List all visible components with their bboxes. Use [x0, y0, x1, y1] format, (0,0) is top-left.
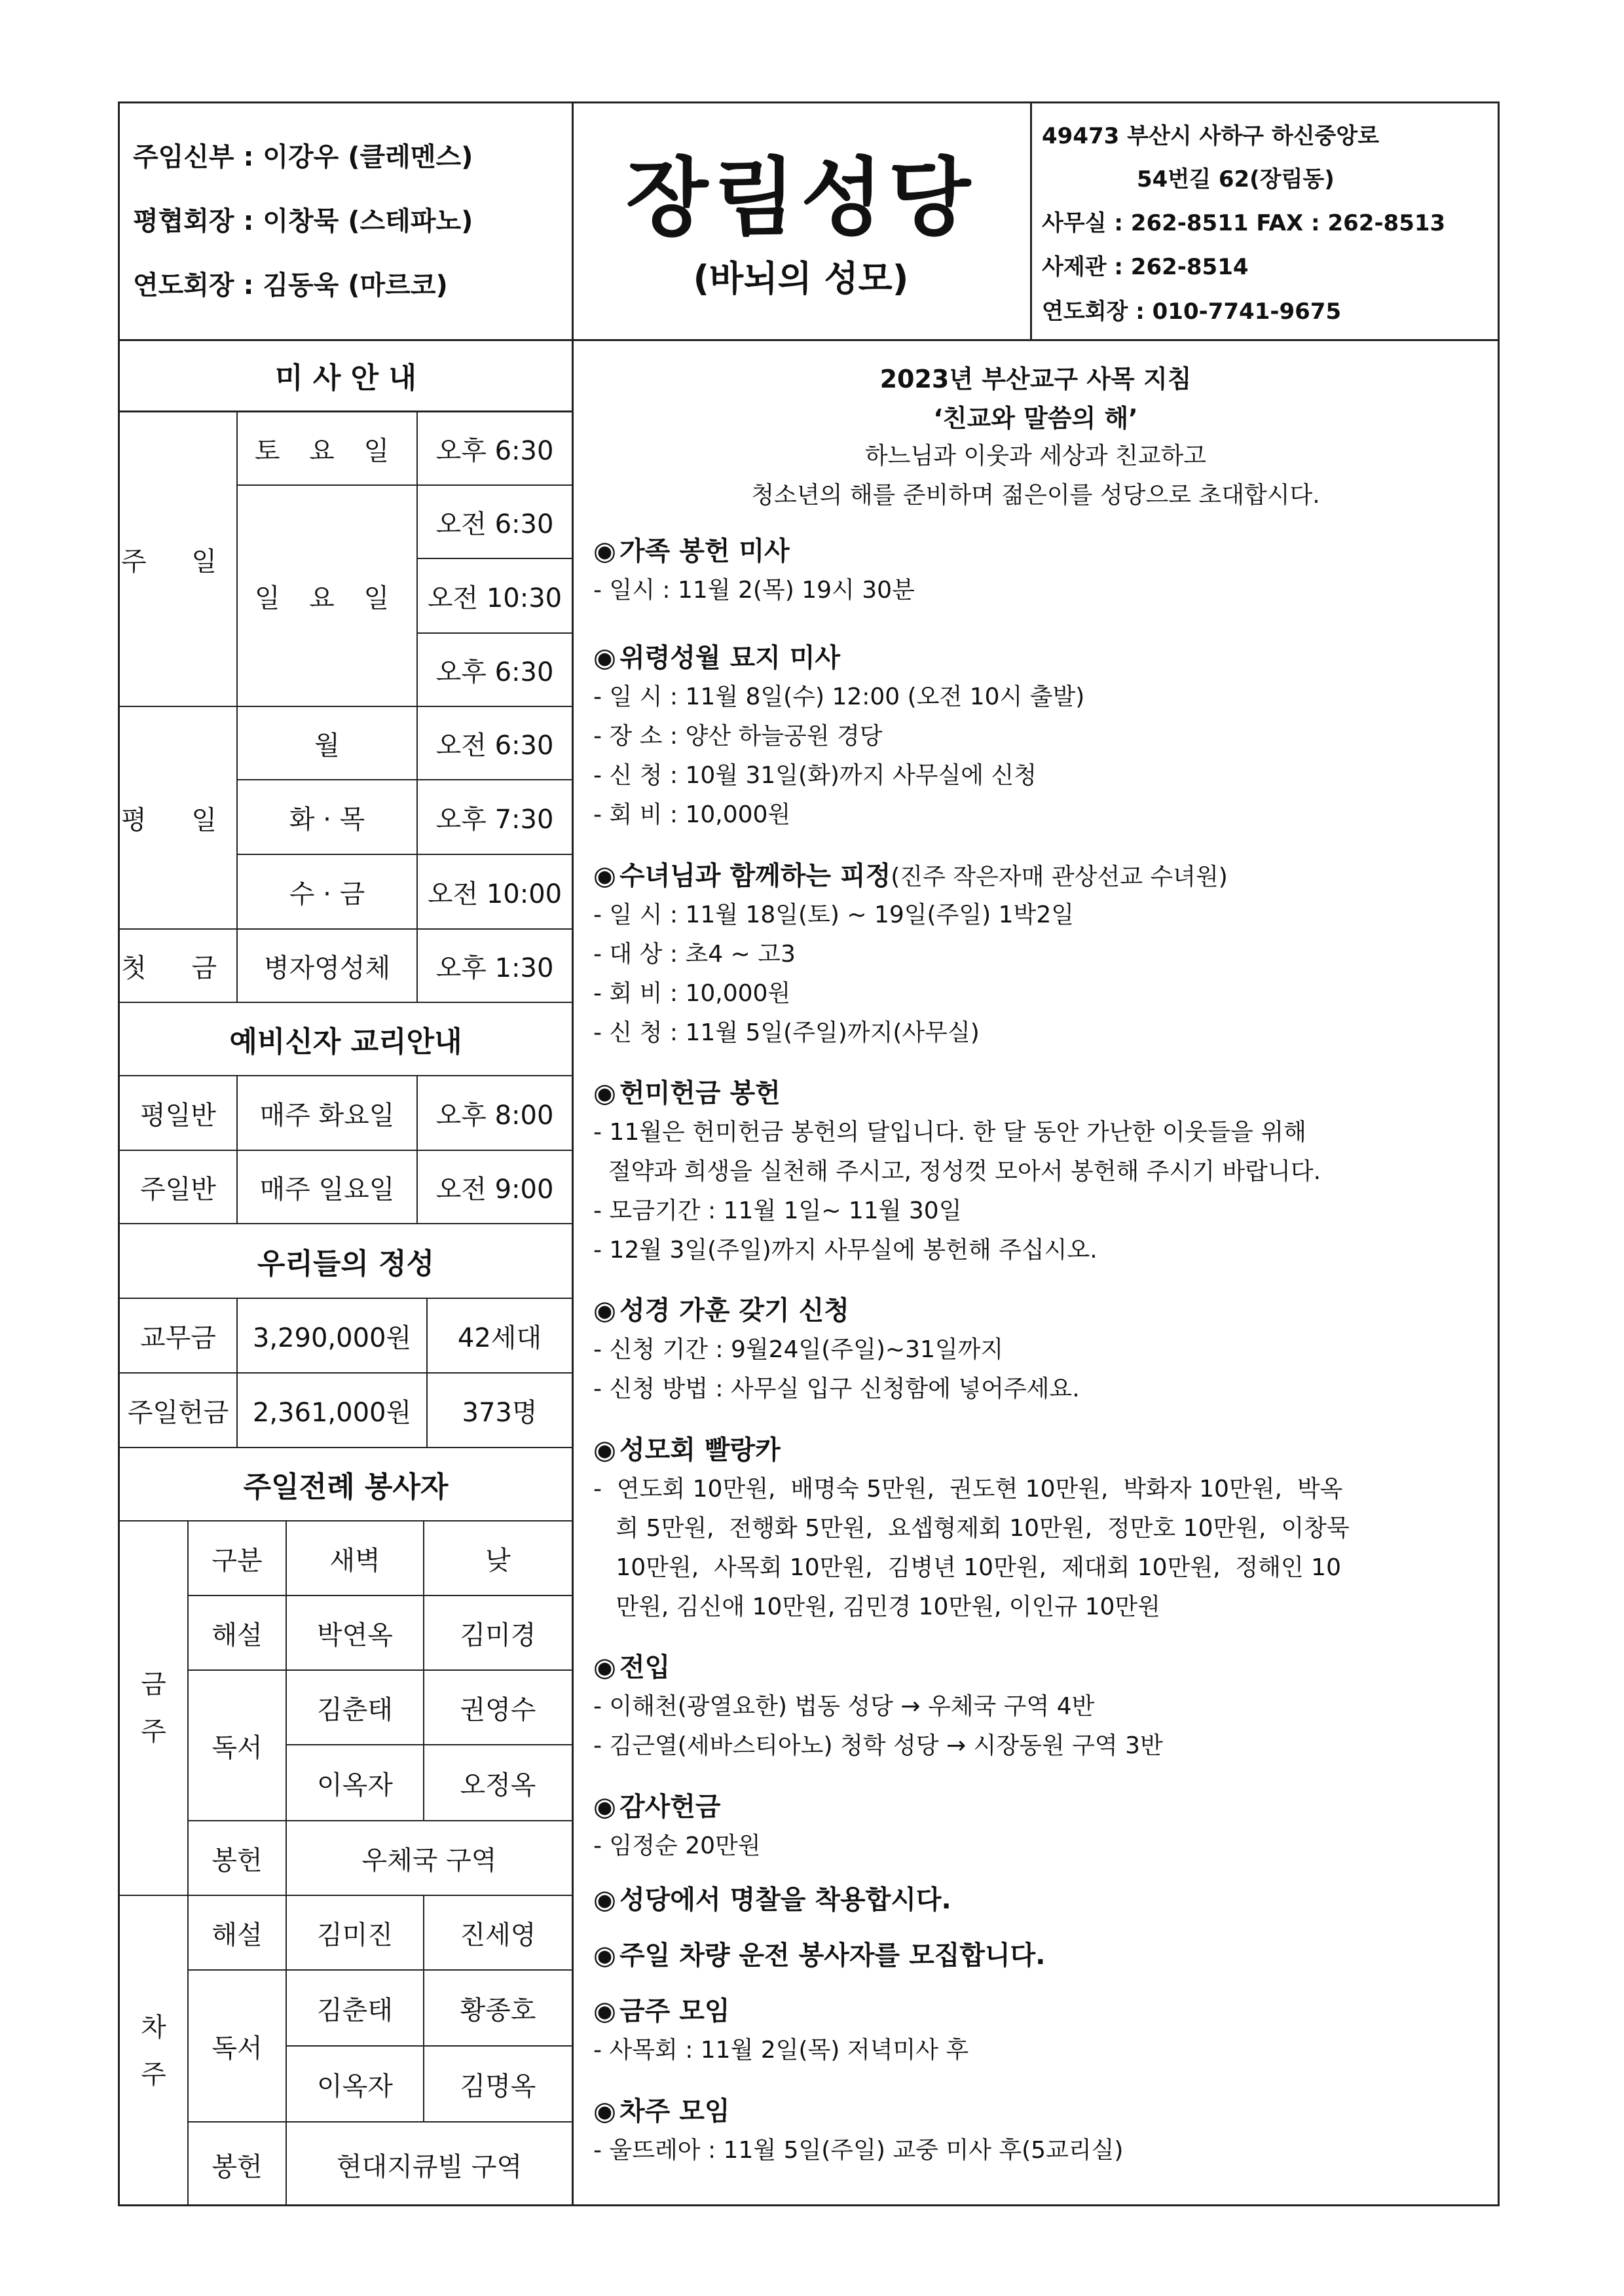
church-name: 장림성당: [625, 148, 976, 247]
liturgy-volunteer: 이옥자: [287, 1745, 424, 1821]
section-line: - 신청 기간 : 9월24일(주일)~31일까지: [593, 1336, 1004, 1363]
liturgy-volunteer: 진세영: [424, 1896, 572, 1971]
section-line: - 일 시 : 11월 8일(수) 12:00 (오전 10시 출발): [593, 683, 1085, 710]
section-line: - 회 비 : 10,000원: [593, 801, 791, 828]
bullet-icon: ◉: [593, 2096, 616, 2126]
mass-time: 오후 6:30: [418, 412, 572, 486]
liturgy-volunteer: 황종호: [424, 1971, 572, 2047]
section-heading: ◉ 감사헌금: [593, 1792, 721, 1822]
mass-time: 오전 10:30: [418, 559, 572, 634]
liturgy-volunteer: 김춘태: [287, 1971, 424, 2047]
offering-name: 교무금: [120, 1299, 238, 1374]
section-line: 절약과 희생을 실천해 주시고, 정성껏 모아서 봉헌해 주시기 바랍니다.: [593, 1158, 1321, 1185]
section-heading: ◉ 위령성월 묘지 미사: [593, 643, 840, 673]
bullet-icon: ◉: [593, 1652, 616, 1683]
mass-day-monday: 월: [238, 707, 418, 780]
bullet-icon: ◉: [593, 1996, 616, 2026]
section-line: - 11월은 헌미헌금 봉헌의 달입니다. 한 달 동안 가난한 이웃들을 위해: [593, 1119, 1306, 1146]
liturgy-role: 해설: [189, 1896, 287, 1971]
liturgy-this-week-label: 금 주: [120, 1522, 189, 1896]
mass-day-tue-thu: 화 · 목: [238, 780, 418, 855]
mass-day-wed-fri: 수 · 금: [238, 855, 418, 930]
section-heading: ◉ 차주 모임: [593, 2096, 730, 2126]
offering-name: 주일헌금: [120, 1374, 238, 1448]
liturgy-role: 독서: [189, 1671, 287, 1821]
liturgy-volunteer: 박연옥: [287, 1596, 424, 1671]
catechumen-class-time: 오전 9:00: [418, 1151, 572, 1224]
section-line: 희 5만원, 전행화 5만원, 요셉형제회 10만원, 정만호 10만원, 이창묵: [593, 1515, 1350, 1542]
liturgy-volunteer: 김미진: [287, 1896, 424, 1971]
catechumen-class-day: 매주 화요일: [238, 1076, 418, 1151]
section-line: - 일시 : 11월 2(목) 19시 30분: [593, 577, 915, 604]
catechumen-class-day: 매주 일요일: [238, 1151, 418, 1224]
liturgy-header-type: 구분: [189, 1522, 287, 1596]
bullet-icon: ◉: [593, 643, 616, 673]
bullet-icon: ◉: [593, 1296, 616, 1326]
mass-group-weekday: 평 일: [120, 707, 238, 930]
mass-day-saturday: 토 요 일: [238, 412, 418, 486]
liturgy-heading: 주일전례 봉사자: [120, 1448, 572, 1522]
section-line: - 장 소 : 양산 하늘공원 경당: [593, 723, 883, 750]
rectory-phone-line: 사제관 : 262-8514: [1042, 254, 1249, 280]
mass-time: 오전 6:30: [418, 486, 572, 559]
section-heading: ◉ 가족 봉헌 미사: [593, 536, 790, 566]
liturgy-volunteer: 김춘태: [287, 1671, 424, 1745]
mass-day-sunday: 일 요 일: [238, 486, 418, 707]
section-heading: ◉ 금주 모임: [593, 1996, 730, 2026]
mass-time: 오후 6:30: [418, 634, 572, 707]
bullet-icon: ◉: [593, 536, 616, 566]
catechumen-class-name: 주일반: [120, 1151, 238, 1224]
section-line: - 일 시 : 11월 18일(토) ~ 19일(주일) 1박2일: [593, 902, 1075, 928]
liturgy-volunteer: 김명옥: [424, 2047, 572, 2123]
section-line: - 울뜨레아 : 11월 5일(주일) 교중 미사 후(5교리실): [593, 2137, 1124, 2164]
liturgy-role: 봉헌: [189, 2123, 287, 2206]
liturgy-next-week-label: 차 주: [120, 1896, 189, 2206]
address-line-2: 54번길 62(장림동): [1137, 166, 1335, 192]
section-heading: ◉ 수녀님과 함께하는 피정(진주 작은자매 관상선교 수녀원): [593, 861, 1228, 891]
section-line: - 대 상 : 초4 ~ 고3: [593, 941, 796, 968]
section-line: - 회 비 : 10,000원: [593, 980, 791, 1007]
section-line: 만원, 김신애 10만원, 김민경 10만원, 이인규 10만원: [593, 1594, 1160, 1620]
liturgy-role: 독서: [189, 1971, 287, 2123]
bullet-icon: ◉: [593, 1435, 616, 1465]
bullet-icon: ◉: [593, 1941, 616, 1971]
guideline-line: 청소년의 해를 준비하며 젊은이를 성당으로 초대합시다.: [751, 482, 1320, 509]
liturgy-volunteer: 권영수: [424, 1671, 572, 1745]
mass-group-first-friday: 첫 금: [120, 930, 238, 1003]
mass-heading: 미 사 안 내: [120, 339, 572, 412]
catechumen-heading: 예비신자 교리안내: [120, 1003, 572, 1076]
phone-fax-line: 사무실 : 262-8511 FAX : 262-8513: [1042, 210, 1446, 236]
section-heading: ◉ 성모회 빨랑카: [593, 1435, 781, 1465]
section-heading: ◉ 성경 가훈 갖기 신청: [593, 1296, 849, 1326]
mass-group-sunday: 주 일: [120, 412, 238, 707]
offering-count: 373명: [428, 1374, 572, 1448]
church-patron: (바뇌의 성모): [693, 258, 909, 299]
bullet-icon: ◉: [593, 1078, 616, 1108]
section-line: - 임정순 20만원: [593, 1832, 761, 1859]
council-president-line: 평협회장 : 이창묵 (스테파노): [133, 206, 473, 236]
right-column: [574, 339, 1498, 2206]
liturgy-role: 해설: [189, 1596, 287, 1671]
liturgy-volunteer: 이옥자: [287, 2047, 424, 2123]
catechumen-class-name: 평일반: [120, 1076, 238, 1151]
left-column: [120, 339, 574, 2206]
section-line: - 신청 방법 : 사무실 입구 신청함에 넣어주세요.: [593, 1376, 1080, 1402]
bullet-icon: ◉: [593, 1792, 616, 1822]
yeondo-president-line: 연도회장 : 김동욱 (마르코): [133, 270, 448, 301]
guideline-theme: ‘친교와 말씀의 해’: [933, 404, 1138, 433]
liturgy-offering-group: 현대지큐빌 구역: [336, 2151, 523, 2182]
liturgy-volunteer: 김미경: [424, 1596, 572, 1671]
section-line: - 신 청 : 10월 31일(화)까지 사무실에 신청: [593, 762, 1037, 789]
section-line: - 연도회 10만원, 배명숙 5만원, 권도현 10만원, 박화자 10만원, 박옥: [593, 1476, 1343, 1503]
mass-time: 오전 6:30: [418, 707, 572, 780]
yeondo-phone-line: 연도회장 : 010-7741-9675: [1042, 299, 1342, 325]
guideline-line: 하느님과 이웃과 세상과 친교하고: [864, 443, 1207, 469]
mass-day-first-friday: 병자영성체: [238, 930, 418, 1003]
title-box: [572, 103, 1032, 339]
pastor-line: 주임신부 : 이강우 (클레멘스): [133, 142, 473, 172]
section-line: - 이해천(광열요한) 법동 성당 → 우체국 구역 4반: [593, 1693, 1095, 1720]
mass-time: 오후 7:30: [418, 780, 572, 855]
offering-amount: 2,361,000원: [238, 1374, 428, 1448]
liturgy-volunteer: 오정옥: [424, 1745, 572, 1821]
section-line: - 신 청 : 11월 5일(주일)까지(사무실): [593, 1019, 980, 1046]
staff-box: [120, 103, 574, 339]
section-line: - 사목회 : 11월 2일(목) 저녁미사 후: [593, 2037, 969, 2064]
liturgy-header-day: 낮: [424, 1522, 572, 1596]
address-line-1: 49473 부산시 사하구 하신중앙로: [1042, 123, 1380, 149]
bulletin-header: [120, 103, 1498, 341]
address-box: [1032, 103, 1498, 339]
bulletin-frame: [118, 101, 1500, 2206]
section-line: - 모금기간 : 11월 1일~ 11월 30일: [593, 1197, 962, 1224]
offering-amount: 3,290,000원: [238, 1299, 428, 1374]
mass-time: 오후 1:30: [418, 930, 572, 1003]
offering-count: 42세대: [428, 1299, 572, 1374]
mass-time: 오전 10:00: [418, 855, 572, 930]
section-line: 10만원, 사목회 10만원, 김병년 10만원, 제대회 10만원, 정해인 10: [593, 1554, 1341, 1581]
section-heading: ◉ 주일 차량 운전 봉사자를 모집합니다.: [593, 1941, 1046, 1971]
liturgy-role: 봉헌: [189, 1821, 287, 1896]
section-heading: ◉ 전입: [593, 1652, 671, 1683]
liturgy-header-dawn: 새벽: [287, 1522, 424, 1596]
section-line: - 12월 3일(주일)까지 사무실에 봉헌해 주십시오.: [593, 1237, 1098, 1264]
bullet-icon: ◉: [593, 861, 616, 891]
section-heading: ◉ 성당에서 명찰을 착용합시다.: [593, 1885, 951, 1915]
section-line: - 김근열(세바스티아노) 청학 성당 → 시장동원 구역 3반: [593, 1732, 1163, 1759]
offering-heading: 우리들의 정성: [120, 1224, 572, 1299]
section-heading: ◉ 헌미헌금 봉헌: [593, 1078, 781, 1108]
catechumen-class-time: 오후 8:00: [418, 1076, 572, 1151]
liturgy-offering-group: 우체국 구역: [287, 1821, 572, 1896]
guideline-title: 2023년 부산교구 사목 지침: [879, 365, 1192, 393]
bullet-icon: ◉: [593, 1885, 616, 1915]
